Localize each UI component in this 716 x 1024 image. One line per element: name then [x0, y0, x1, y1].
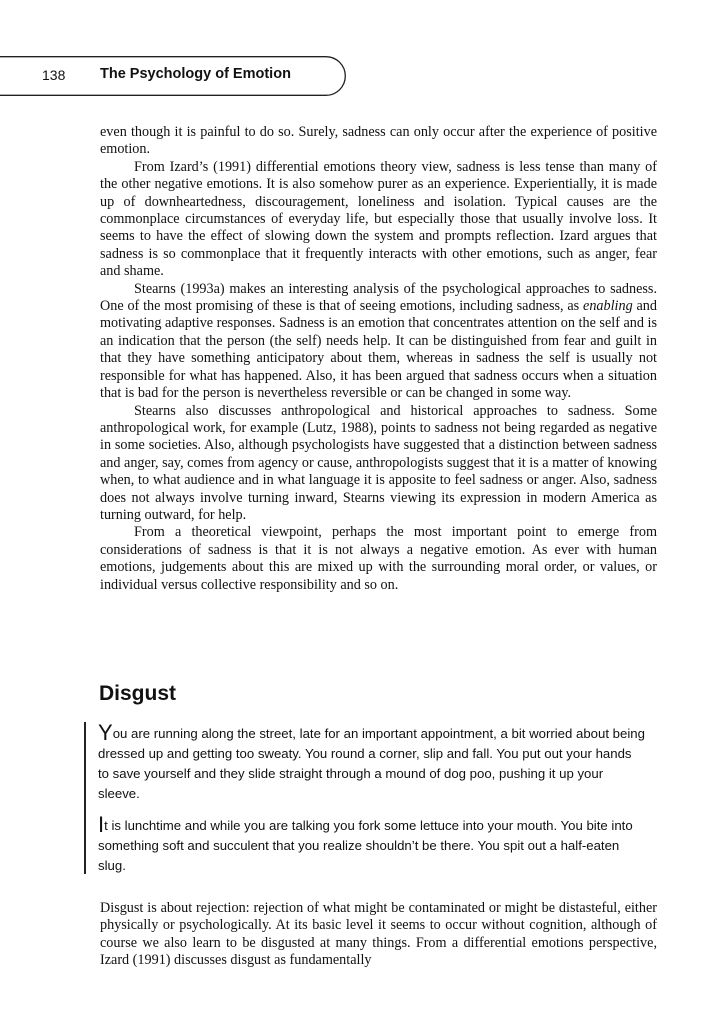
disgust-section-text: [100, 900, 657, 970]
drop-cap: Y: [98, 720, 113, 745]
emphasis: enabling: [583, 298, 633, 315]
text-run: Stearns (1993a) makes an interesting analysis of the psychological approaches to sadness. One of the most promising of these is that of seeing emotions, including sadness, as: [100, 280, 657, 315]
paragraph: Disgust is about rejection: rejection of what might be contaminated or might be distasteful, either physically or psychologically. At its basic level it seems to occur without cognition, although of course we also learn to be disgusted at many things. From a differential emotions perspective, Izard (1991) discusses disgust as fundamentally: [100, 900, 657, 969]
paragraph: even though it is painful to do so. Surely, sadness can only occur after the experience of positive emotion.: [100, 124, 657, 158]
vignette-text: t is lunchtime and while you are talking you fork some lettuce into your mouth. You bite into something soft and succulent that you realize shouldn’t be there. You spit out a half-eaten slug.: [98, 818, 633, 873]
paragraph: Stearns also discusses anthropological and historical approaches to sadness. Some anthropological work, for example (Lutz, 1988), points to sadness not being regarded as negative in some societies. Also, although psychologists have suggested that a distinction between sadness and anger, say, comes from agency or cause, anthropologists suggest that it is a matter of knowing when, to what audience and in what language it is apposite to feel sadness or anger. Also, sadness does not always involve turning inward, Stearns viewing its expression in modern America as turning outward, for help.: [100, 402, 657, 523]
sadness-section-text: [100, 124, 657, 594]
paragraph: From Izard’s (1991) differential emotions theory view, sadness is less tense than many of the other negative emotions. It is also somehow purer as an experience. Experientially, it is made up of downheartedness, discouragement, loneliness and isolation. Typical causes are the commonplace circumstances of everyday life, but especially those that usually involve loss. It seems to have the effect of slowing down the system and prompts reflection. Izard argues that sadness is so commonplace that it frequently interacts with other emotions, such as anger, fear and shame.: [100, 158, 657, 280]
running-title: The Psychology of Emotion: [100, 66, 291, 82]
vignette-box: [98, 812, 646, 876]
text-run: and motivating adaptive responses. Sadness is an emotion that concentrates attention on the self and is an indication that the person (the self) needs help. It can be distinguished from fear and guilt in that they have something anticipatory about them, whereas in sadness the self is usually not responsible for what has happened. Also, it has been argued that sadness occurs when a situation that is bad for the person is nevertheless reversible or can be changed in some way.: [100, 298, 657, 402]
page-number: 138: [42, 67, 66, 83]
paragraph: From a theoretical viewpoint, perhaps the most important point to emerge from considerations of sadness is that it is not always a negative emotion. As ever with human emotions, judgements about this are mixed up with the surrounding moral order, or values, or individual versus collective responsibility and so on.: [100, 524, 657, 593]
section-heading: Disgust: [99, 682, 177, 705]
vignette-text: ou are running along the street, late for an important appointment, a bit worried about being dressed up and getting too sweaty. You round a corner, slip and fall. You put out your hands to save yourself and they slide straight through a mound of dog poo, pushing it up your sleeve.: [98, 726, 645, 801]
vignette-margin-rule: [84, 722, 86, 874]
drop-cap: I: [98, 812, 105, 837]
vignette-box: [98, 720, 646, 804]
paragraph: [100, 281, 657, 403]
